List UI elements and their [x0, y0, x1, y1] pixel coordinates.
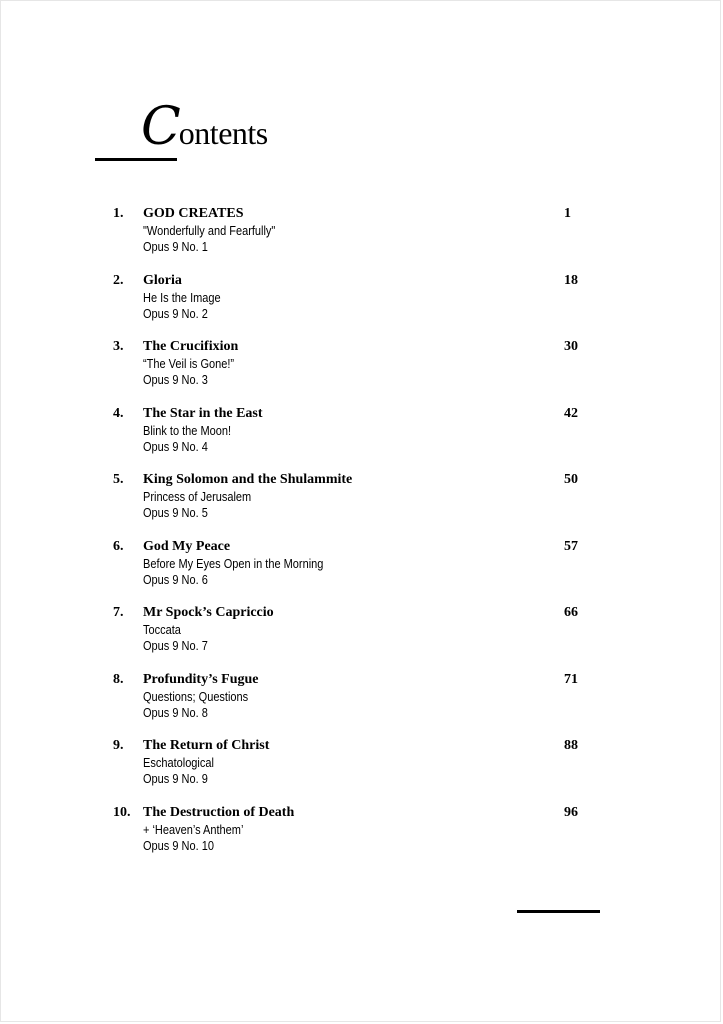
footer-rule: [517, 910, 600, 913]
entry-title: The Destruction of Death: [143, 804, 295, 820]
entry-number: 1.: [113, 206, 124, 221]
entry-subtitle: He Is the Image: [143, 290, 221, 305]
toc-entry: [1, 804, 723, 871]
title-rest: ontents: [178, 115, 268, 151]
entry-page-number: 50: [564, 472, 578, 487]
entry-title: God My Peace: [143, 538, 231, 554]
entry-number: 10.: [113, 804, 131, 820]
entry-title: Profundity’s Fugue: [143, 671, 259, 687]
table-of-contents: [1, 205, 723, 870]
entry-page-number: 18: [564, 272, 578, 288]
toc-entry: [1, 671, 723, 738]
entry-opus: Opus 9 No. 1: [143, 240, 208, 254]
entry-opus: Opus 9 No. 7: [143, 639, 208, 653]
entry-opus: Opus 9 No. 5: [143, 506, 208, 520]
toc-entry: [1, 338, 723, 405]
toc-entry: [1, 737, 723, 804]
toc-entry: [1, 272, 723, 339]
entry-opus: Opus 9 No. 2: [143, 306, 208, 321]
toc-entry: [1, 538, 723, 605]
entry-subtitle: Before My Eyes Open in the Morning: [143, 556, 324, 571]
entry-page-number: 42: [564, 405, 578, 421]
entry-page-number: 71: [564, 671, 578, 687]
entry-opus: Opus 9 No. 4: [143, 439, 208, 454]
entry-title: Mr Spock’s Capriccio: [143, 605, 274, 620]
entry-page-number: 66: [564, 605, 578, 620]
entry-page-number: 30: [564, 339, 578, 354]
entry-title: The Crucifixion: [143, 339, 239, 354]
entry-subtitle: + ‘Heaven’s Anthem’: [143, 822, 244, 837]
entry-opus: Opus 9 No. 10: [143, 838, 214, 853]
entry-number: 5.: [113, 472, 124, 487]
entry-subtitle: “The Veil is Gone!”: [143, 357, 235, 371]
entry-number: 9.: [113, 738, 124, 753]
title-initial: C: [141, 97, 179, 157]
entry-title: Gloria: [143, 272, 182, 288]
entry-title: The Star in the East: [143, 405, 263, 421]
page-title: [141, 97, 268, 161]
toc-entry: [1, 604, 723, 671]
entry-title: King Solomon and the Shulammite: [143, 472, 353, 487]
entry-subtitle: Eschatological: [143, 756, 214, 770]
entry-subtitle: Questions; Questions: [143, 689, 249, 704]
toc-entry: [1, 205, 723, 272]
entry-opus: Opus 9 No. 8: [143, 705, 208, 720]
entry-opus: Opus 9 No. 3: [143, 373, 208, 387]
entry-subtitle: Princess of Jerusalem: [143, 490, 252, 504]
entry-opus: Opus 9 No. 9: [143, 772, 208, 786]
toc-entry: [1, 471, 723, 538]
entry-number: 3.: [113, 339, 124, 354]
entry-page-number: 96: [564, 804, 578, 820]
entry-title: GOD CREATES: [143, 206, 244, 221]
entry-subtitle: "Wonderfully and Fearfully": [143, 224, 276, 238]
entry-subtitle: Blink to the Moon!: [143, 423, 232, 438]
entry-opus: Opus 9 No. 6: [143, 572, 208, 587]
entry-number: 7.: [113, 605, 124, 620]
entry-page-number: 1: [564, 206, 571, 221]
entry-number: 4.: [113, 405, 124, 421]
entry-page-number: 57: [564, 538, 578, 554]
toc-entry: [1, 405, 723, 472]
entry-number: 8.: [113, 671, 124, 687]
entry-number: 2.: [113, 272, 124, 288]
entry-title: The Return of Christ: [143, 738, 270, 753]
entry-subtitle: Toccata: [143, 623, 181, 637]
entry-page-number: 88: [564, 738, 578, 753]
title-underline: [95, 158, 177, 161]
entry-number: 6.: [113, 538, 124, 554]
